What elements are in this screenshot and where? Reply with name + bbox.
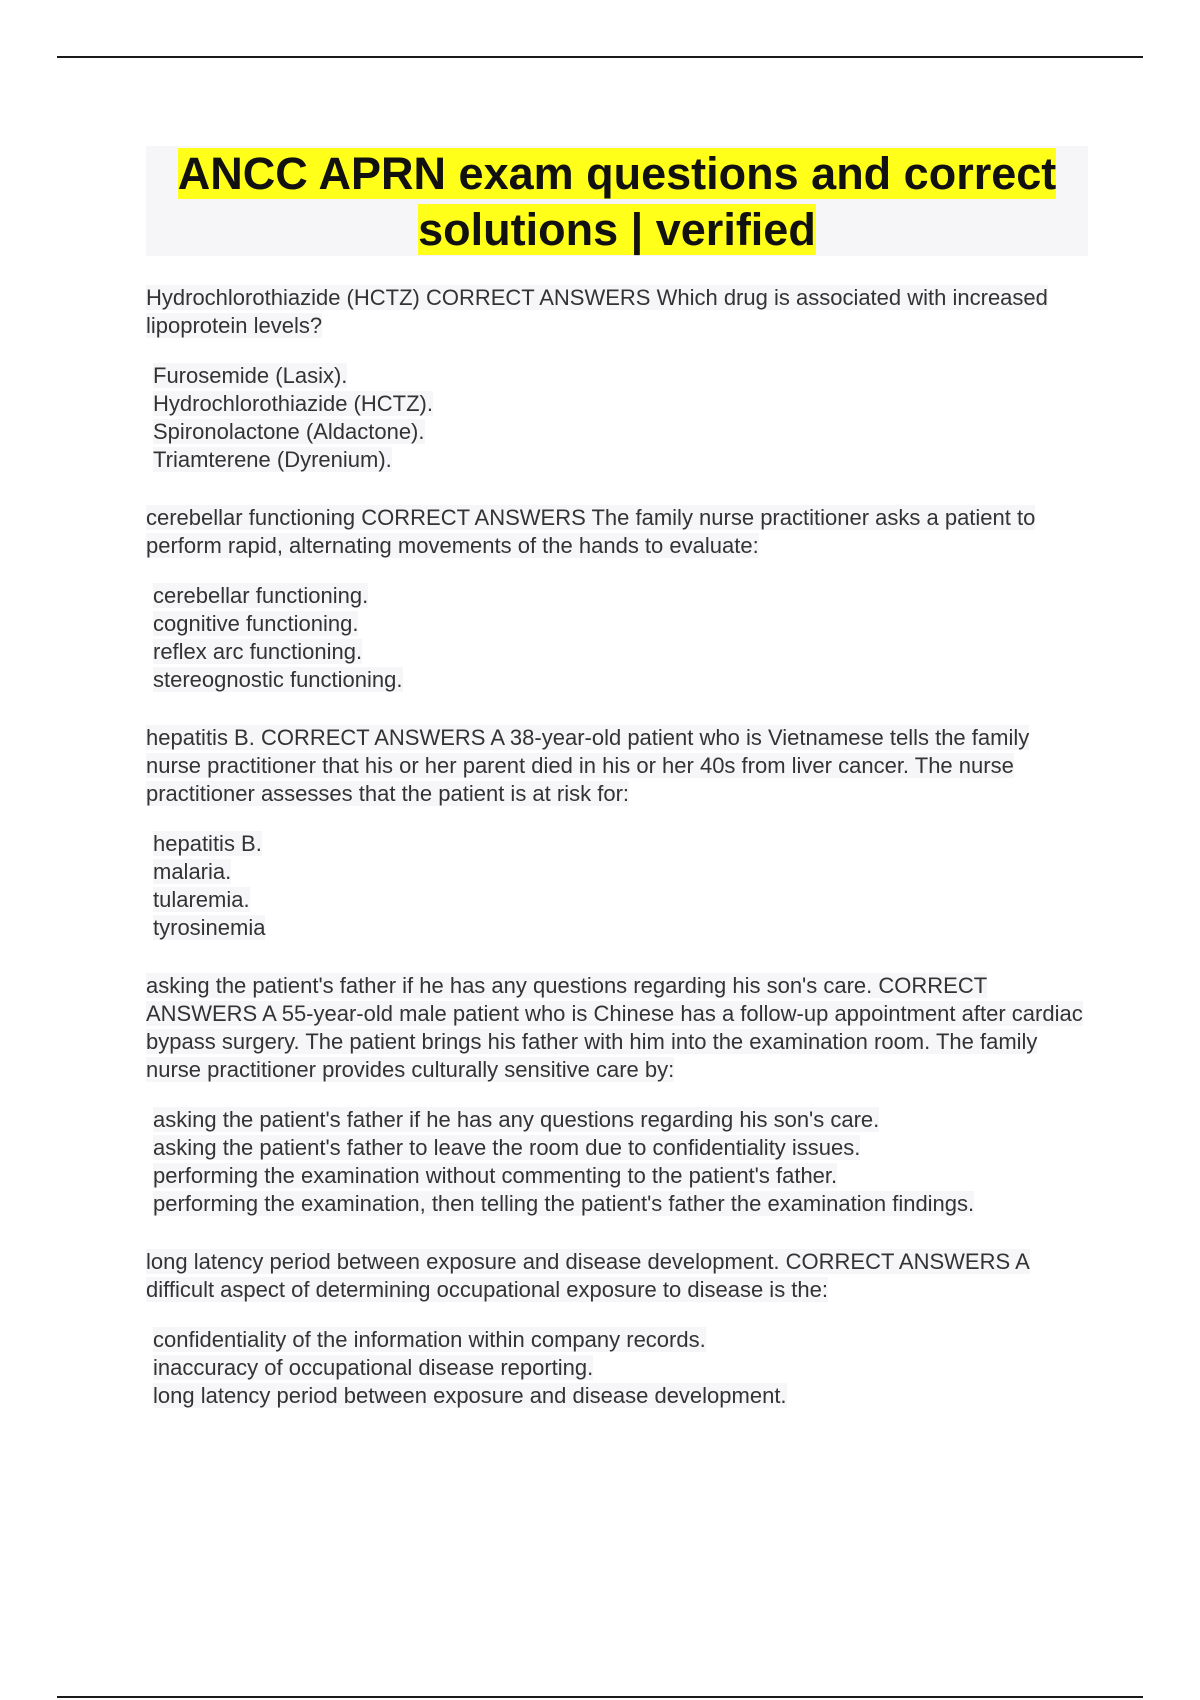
option-item: long latency period between exposure and disease development. bbox=[153, 1383, 787, 1408]
option-item: Hydrochlorothiazide (HCTZ). bbox=[153, 391, 433, 416]
option-item: cognitive functioning. bbox=[153, 611, 359, 636]
option-list bbox=[146, 1106, 1088, 1218]
title-box bbox=[146, 146, 1088, 256]
qa-item-3 bbox=[146, 724, 1088, 942]
option-item: hepatitis B. bbox=[153, 831, 262, 856]
option-list bbox=[146, 362, 1088, 474]
option-list bbox=[146, 1326, 1088, 1410]
option-item: Spironolactone (Aldactone). bbox=[153, 419, 425, 444]
option-item: reflex arc functioning. bbox=[153, 639, 363, 664]
option-item: performing the examination without commenting to the patient's father. bbox=[153, 1163, 838, 1188]
option-item: cerebellar functioning. bbox=[153, 583, 369, 608]
document-body bbox=[146, 146, 1088, 1410]
document-title: ANCC APRN exam questions and correct solutions | verified bbox=[177, 148, 1057, 255]
qa-item-5 bbox=[146, 1248, 1088, 1410]
question-text: hepatitis B. CORRECT ANSWERS A 38-year-old patient who is Vietnamese tells the family nurse practitioner that his or her parent died in his or her 40s from liver cancer. The nurse practitioner assesses that the patient is at risk for: bbox=[146, 725, 1030, 806]
question-text: asking the patient's father if he has any questions regarding his son's care. CORRECT ANSWERS A 55-year-old male patient who is Chinese has a follow-up appointment after cardiac bypass surgery. The patient brings his father with him into the examination room. The family nurse practitioner provides culturally sensitive care by: bbox=[146, 973, 1083, 1082]
question-text: long latency period between exposure and disease development. CORRECT ANSWERS A difficult aspect of determining occupational exposure to disease is the: bbox=[146, 1249, 1030, 1302]
option-item: inaccuracy of occupational disease reporting. bbox=[153, 1355, 594, 1380]
option-item: stereognostic functioning. bbox=[153, 667, 403, 692]
option-item: performing the examination, then telling the patient's father the examination findings. bbox=[153, 1191, 975, 1216]
option-list bbox=[146, 582, 1088, 694]
top-rule bbox=[57, 56, 1143, 58]
option-item: Triamterene (Dyrenium). bbox=[153, 447, 392, 472]
qa-item-4 bbox=[146, 972, 1088, 1218]
option-item: tyrosinemia bbox=[153, 915, 266, 940]
bottom-rule bbox=[57, 1696, 1143, 1698]
option-list bbox=[146, 830, 1088, 942]
option-item: Furosemide (Lasix). bbox=[153, 363, 348, 388]
qa-item-2 bbox=[146, 504, 1088, 694]
option-item: asking the patient's father if he has any questions regarding his son's care. bbox=[153, 1107, 880, 1132]
question-text: cerebellar functioning CORRECT ANSWERS The family nurse practitioner asks a patient to perform rapid, alternating movements of the hands to evaluate: bbox=[146, 505, 1036, 558]
option-item: confidentiality of the information within company records. bbox=[153, 1327, 706, 1352]
qa-item-1 bbox=[146, 284, 1088, 474]
option-item: asking the patient's father to leave the room due to confidentiality issues. bbox=[153, 1135, 861, 1160]
option-item: malaria. bbox=[153, 859, 232, 884]
question-text: Hydrochlorothiazide (HCTZ) CORRECT ANSWERS Which drug is associated with increased lipoprotein levels? bbox=[146, 285, 1048, 338]
option-item: tularemia. bbox=[153, 887, 250, 912]
